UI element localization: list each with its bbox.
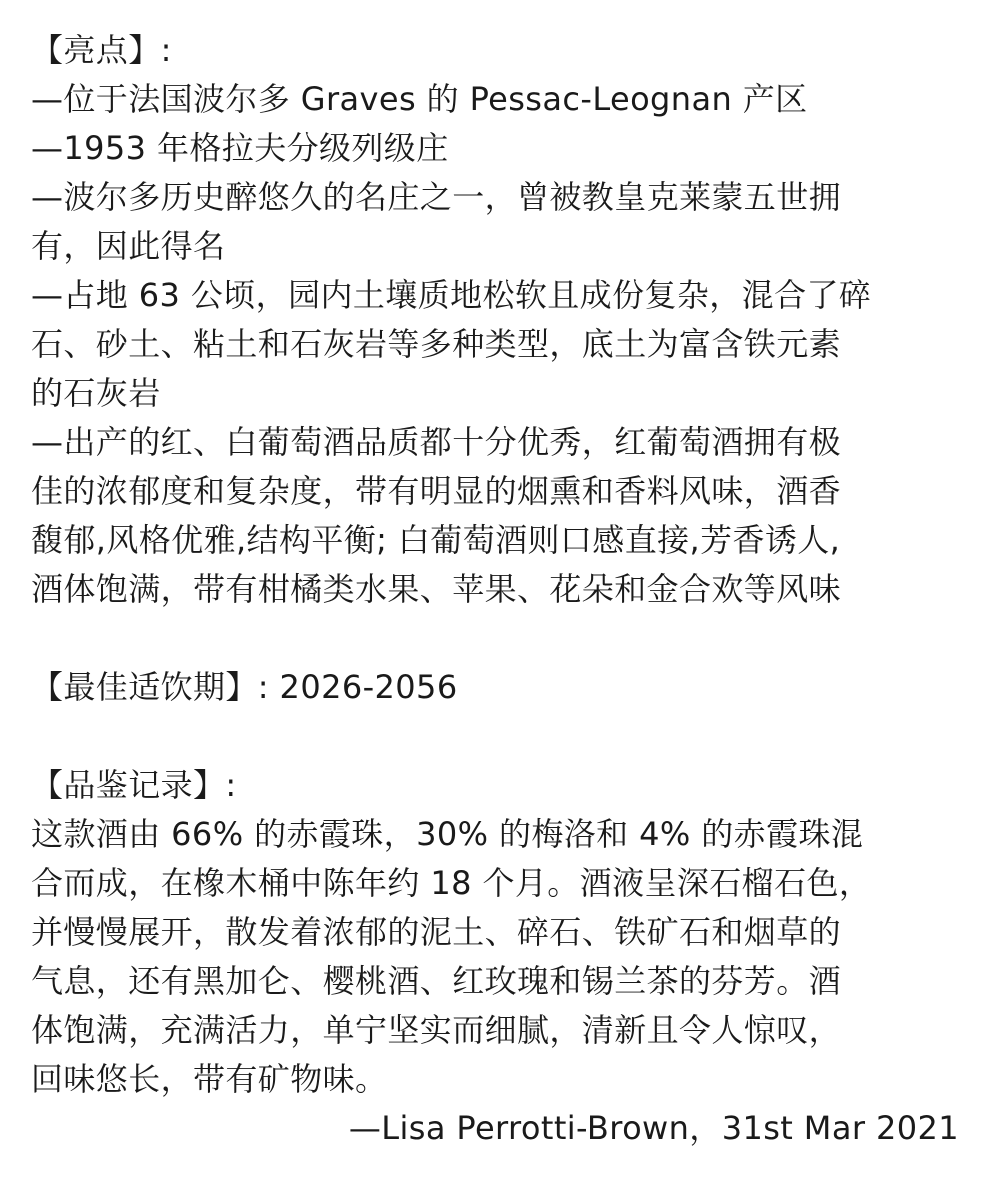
section-spacer	[31, 712, 963, 761]
highlight-line: 石、砂土、粘土和石灰岩等多种类型，底土为富含铁元素	[31, 325, 842, 363]
tasting-note-line: 合而成，在橡木桶中陈年约 18 个月。酒液呈深石榴石色，	[31, 864, 872, 902]
highlights-heading: 【亮点】:	[31, 31, 172, 69]
highlight-line: —占地 63 公顷，园内土壤质地松软且成份复杂，混合了碎	[31, 276, 872, 314]
highlight-line: —出产的红、白葡萄酒品质都十分优秀，红葡萄酒拥有极	[31, 423, 842, 461]
highlight-line: 的石灰岩	[31, 374, 161, 412]
tasting-note-line: 这款酒由 66% 的赤霞珠，30% 的梅洛和 4% 的赤霞珠混	[31, 815, 864, 853]
highlight-line: —位于法国波尔多 Graves 的 Pessac-Leognan 产区	[31, 80, 808, 118]
highlight-line: 酒体饱满，带有柑橘类水果、苹果、花朵和金合欢等风味	[31, 570, 842, 608]
highlights-section	[31, 26, 963, 614]
highlight-line: 馥郁,风格优雅,结构平衡; 白葡萄酒则口感直接,芳香诱人,	[31, 521, 841, 559]
highlight-line: —波尔多历史醉悠久的名庄之一，曾被教皇克莱蒙五世拥	[31, 178, 842, 216]
tasting-note-line: 并慢慢展开，散发着浓郁的泥土、碎石、铁矿石和烟草的	[31, 913, 842, 951]
tasting-notes-section	[31, 761, 963, 1153]
tasting-note-line: 气息，还有黑加仑、樱桃酒、红玫瑰和锡兰茶的芬芳。酒	[31, 962, 842, 1000]
highlight-line: —1953 年格拉夫分级列级庄	[31, 129, 449, 167]
highlight-line: 有，因此得名	[31, 227, 226, 265]
tasting-note-line: 体饱满，充满活力，单宁坚实而细腻，清新且令人惊叹，	[31, 1011, 842, 1049]
reviewer-signature: —Lisa Perrotti-Brown，31st Mar 2021	[348, 1109, 959, 1147]
drinking-window-section	[31, 663, 963, 712]
wine-description-document	[31, 26, 963, 1153]
section-spacer	[31, 614, 963, 663]
drinking-window-text: 【最佳适饮期】: 2026-2056	[31, 668, 458, 706]
tasting-notes-heading: 【品鉴记录】:	[31, 766, 237, 804]
tasting-note-line: 回味悠长，带有矿物味。	[31, 1060, 388, 1098]
highlight-line: 佳的浓郁度和复杂度，带有明显的烟熏和香料风味，酒香	[31, 472, 842, 510]
